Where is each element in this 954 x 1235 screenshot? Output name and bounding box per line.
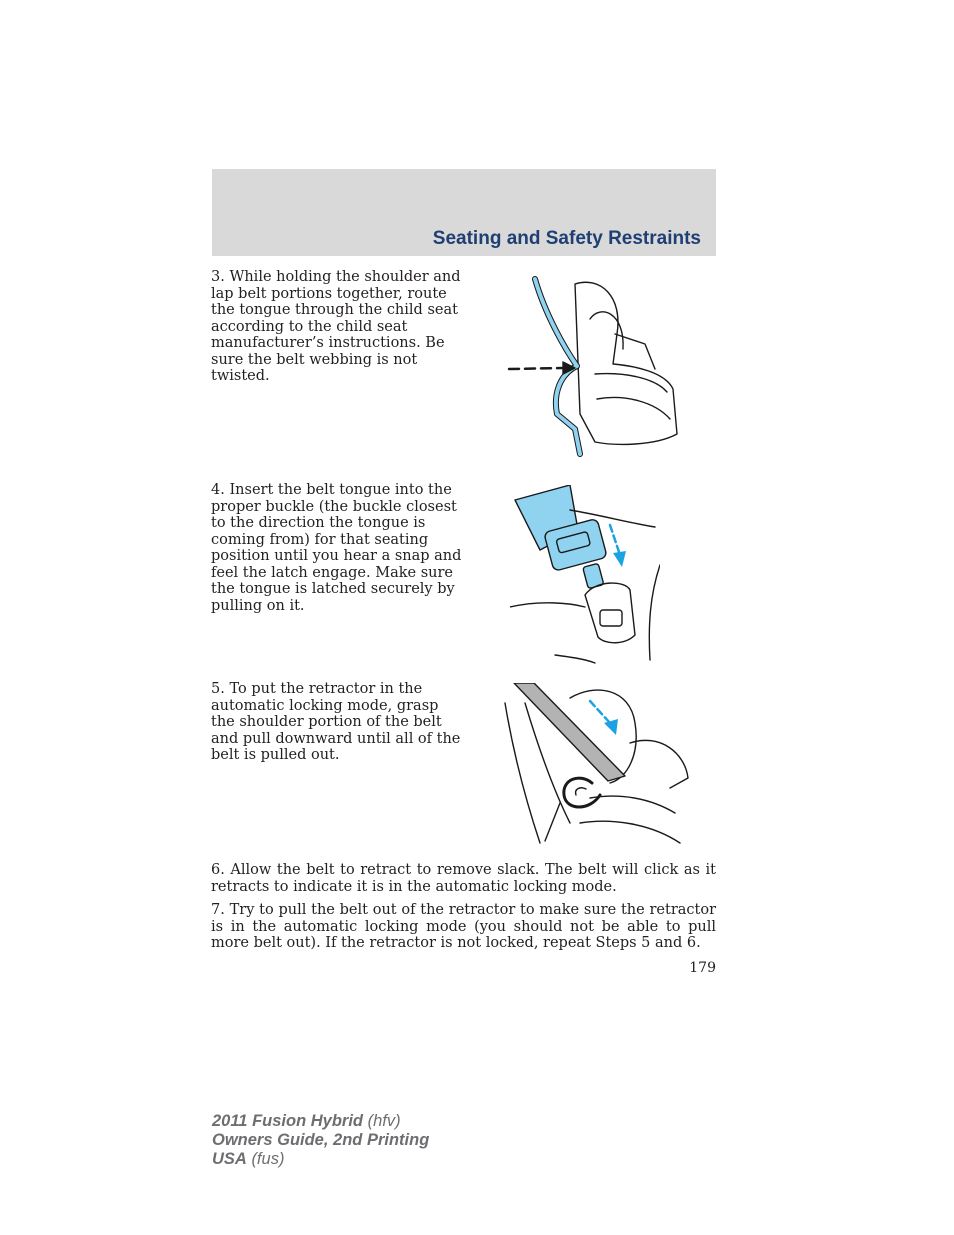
seat-cushion-edge <box>595 374 667 392</box>
step-3-text: 3. While holding the shoulder and lap belt portions together, route the tongue through the child seat according to the child seat manufacturer’s instructions. Be sure the belt webbing is not twisted. <box>211 269 461 384</box>
child-seat-shell <box>575 282 677 444</box>
belt-loop-guide <box>564 778 600 807</box>
footer-line-guide <box>212 1131 429 1150</box>
footer-model-code: (hfv) <box>367 1112 401 1130</box>
seat-cushion-line <box>510 603 585 607</box>
pull-direction-arrow-head <box>604 719 618 735</box>
page-number: 179 <box>689 960 716 976</box>
step-6-text: 6. Allow the belt to retract to remove slack. The belt will click as it retracts to indicate it is in the automatic locking mode. <box>211 862 716 895</box>
seat-side-wing <box>615 334 655 369</box>
lower-belt-edge <box>545 803 560 841</box>
insert-direction-arrow-shaft <box>610 525 620 555</box>
step-5-text: 5. To put the retractor in the automatic locking mode, grasp the shoulder portion of the belt and pull downward until all of the belt is pulled out. <box>211 681 461 763</box>
step-4-text: 4. Insert the belt tongue into the proper buckle (the buckle closest to the direction the tongue is coming from) for that seating position until you hear a snap and feel the latch engage. Make sure the tongue is latched securely by pulling on it. <box>211 482 462 614</box>
footer-guide-name: Owners Guide, 2nd Printing <box>212 1131 430 1149</box>
footer-line-model <box>212 1112 429 1131</box>
seat-back-left-edge <box>505 703 540 843</box>
seat-base-edge <box>597 398 670 419</box>
belt-loop-inner <box>576 788 586 795</box>
footer-market-name: USA <box>212 1150 247 1168</box>
seat-bolster-outline <box>630 740 688 788</box>
seat-cushion-top <box>590 796 675 813</box>
routing-arrow-shaft <box>509 368 563 369</box>
footer-line-market <box>212 1150 429 1169</box>
footer-market-code: (fus) <box>251 1150 285 1168</box>
buckle-housing <box>585 583 635 643</box>
seat-cushion-front <box>580 821 680 843</box>
step-7-text: 7. Try to pull the belt out of the retractor to make sure the retractor is in the automatic locking mode (you should not be able to pull more belt out). If the retractor is not locked, repeat Steps 5 and 6. <box>211 902 716 951</box>
buckle-insertion-illustration <box>510 485 660 665</box>
buckle-release-button <box>600 610 622 626</box>
insert-direction-arrow-head <box>613 551 626 567</box>
seat-side-line <box>649 565 660 660</box>
document-footer <box>212 1112 429 1169</box>
pull-direction-arrow-shaft <box>590 701 610 723</box>
footer-model-name: 2011 Fusion Hybrid <box>212 1112 363 1130</box>
retractor-pull-illustration <box>500 683 690 845</box>
seat-bottom-line <box>555 655 595 663</box>
section-header-band <box>212 169 716 256</box>
child-seat-routing-illustration <box>505 274 680 459</box>
section-title: Seating and Safety Restraints <box>432 228 701 249</box>
